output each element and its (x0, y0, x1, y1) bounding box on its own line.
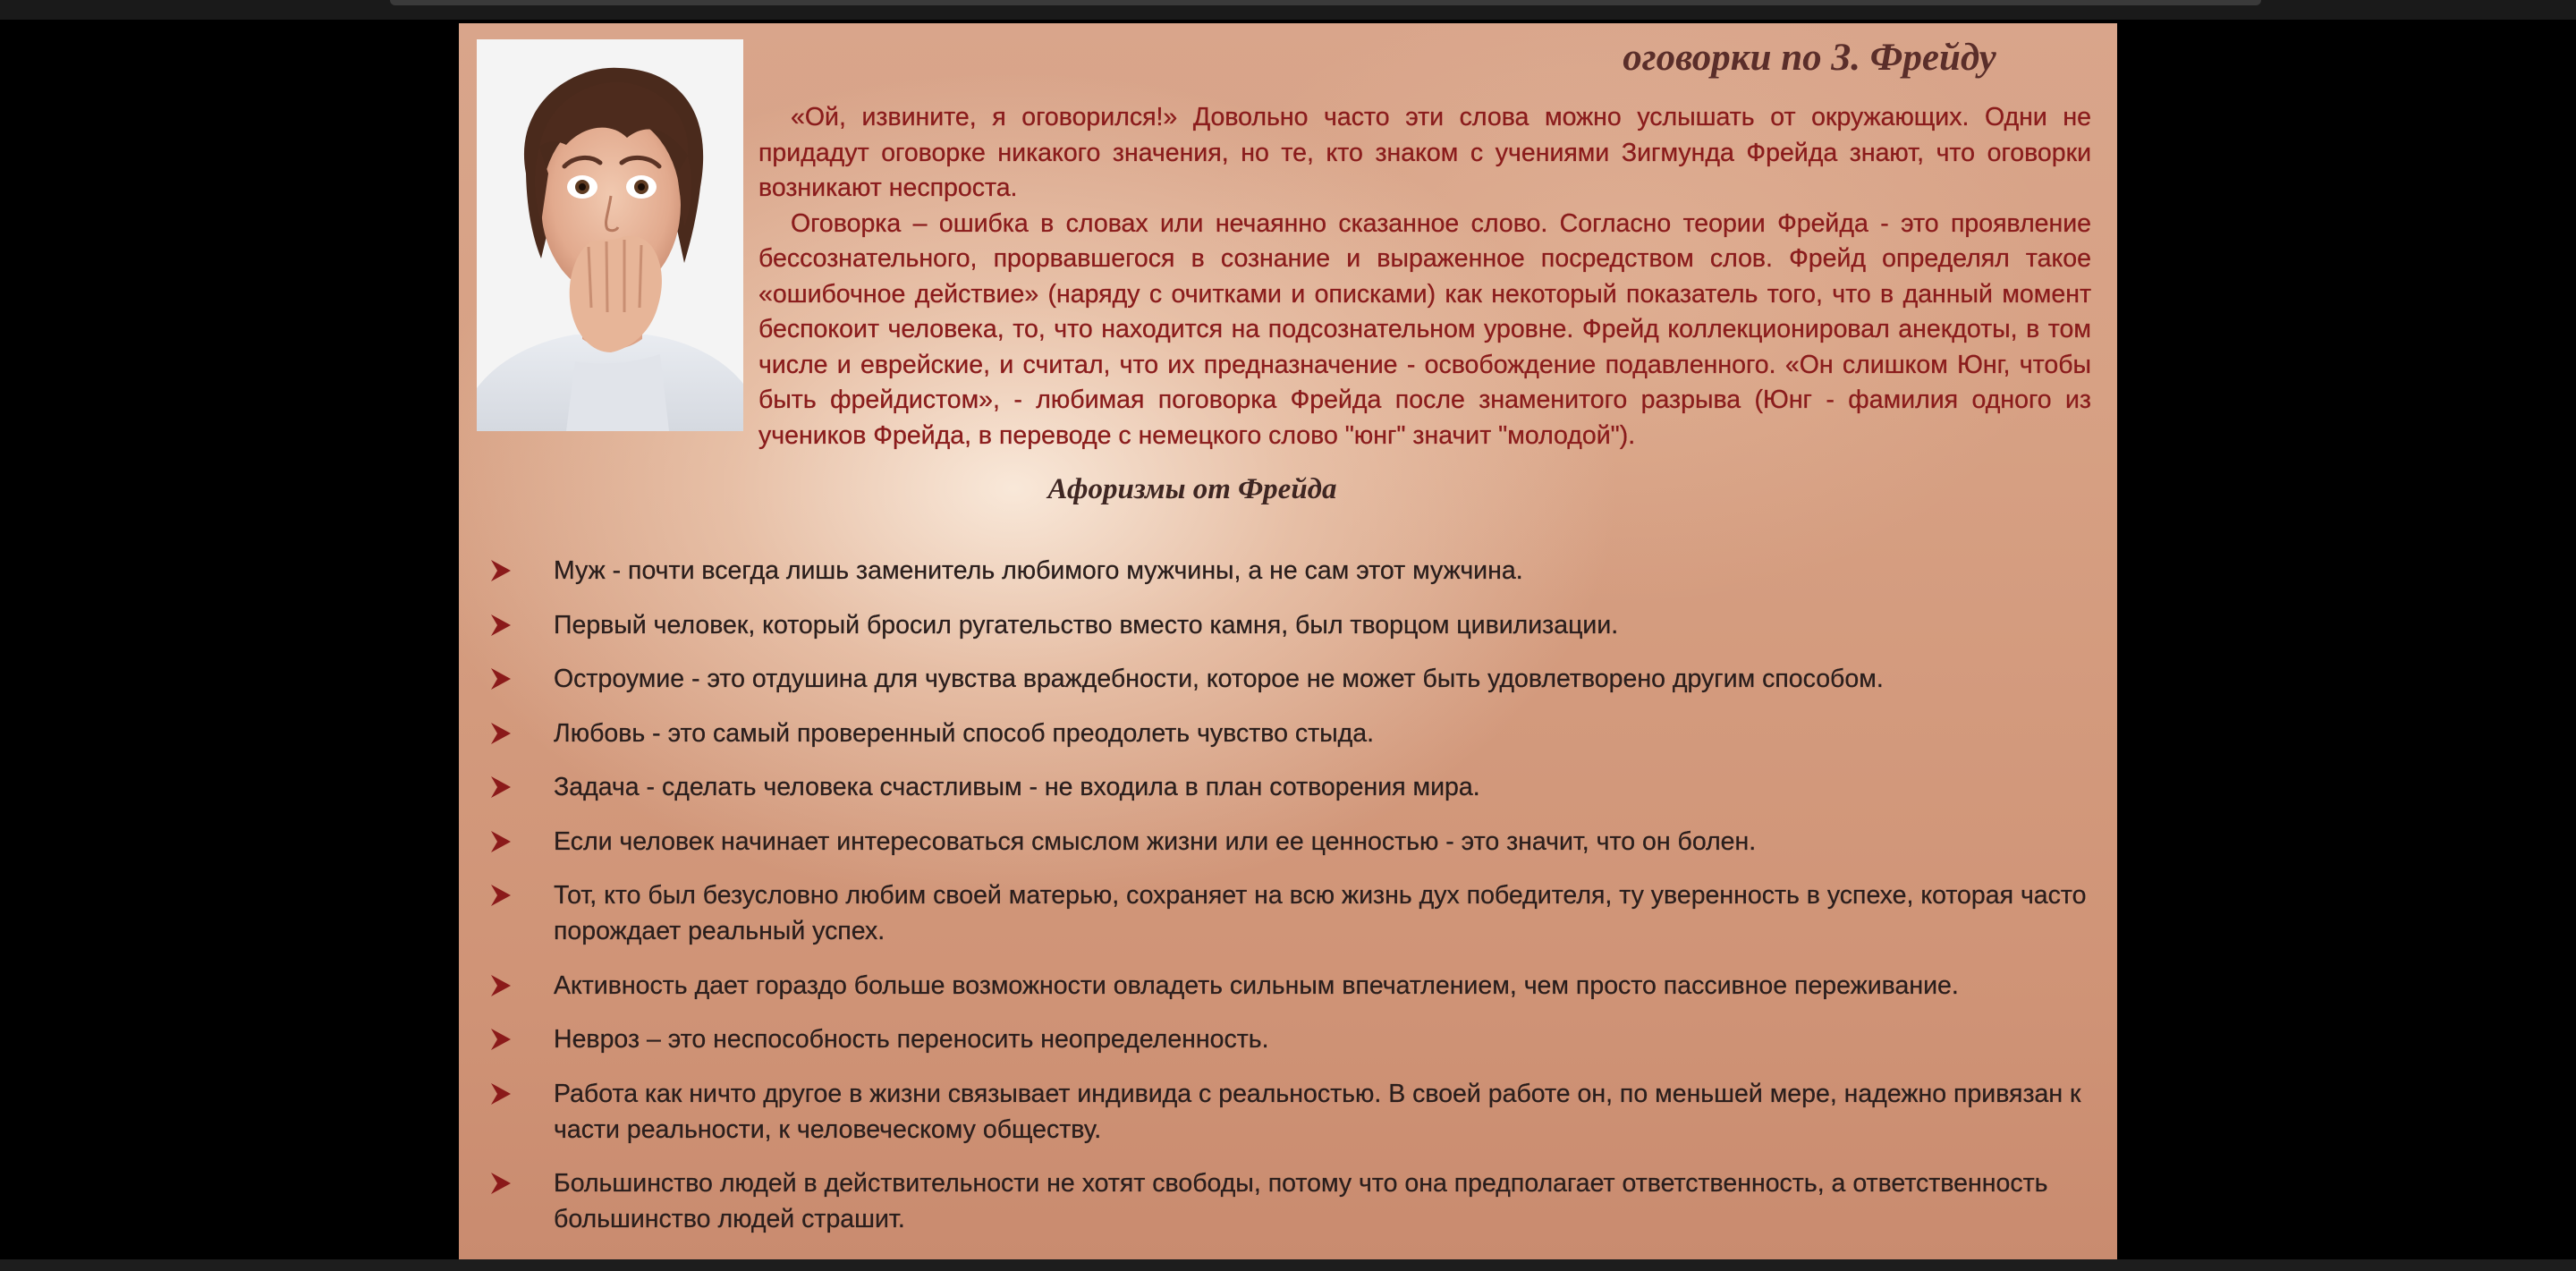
aphorisms-title: Афоризмы от Фрейда (1047, 473, 1337, 505)
intro-text (758, 100, 2091, 453)
aphorism-text: Муж - почти всегда лишь заменитель любимого мужчины, а не сам этот мужчина. (554, 556, 1523, 585)
aphorism-text: Активность дает гораздо больше возможности овладеть сильным впечатлением, чем просто пассивное переживание. (554, 970, 1959, 1000)
arrowhead-bullet-icon (489, 1025, 513, 1054)
aphorism-item (475, 1021, 2094, 1057)
page-title: оговорки по З. Фрейду (1623, 37, 1996, 79)
aphorism-item (475, 1076, 2094, 1148)
aphorism-item (475, 877, 2094, 949)
aphorism-item (475, 769, 2094, 805)
aphorism-item (475, 824, 2094, 860)
arrowhead-bullet-icon (489, 1080, 513, 1108)
intro-paragraph: Оговорка – ошибка в словах или нечаянно сказанное слово. Согласно теории Фрейда - это проявление бессознательного, прорвавшегося в сознание и выраженное посредством слов. Фрейд определял такое «ошибочное действие» (наряду с очитками и описками) как некоторый показатель того, что в данный момент беспокоит человека, то, что находится на подсознательном уровне. Фрейд коллекционировал анекдоты, в том числе и еврейские, и считал, что их предназначение - освобождение подавленного. «Он слишком Юнг, чтобы быть фрейдистом», - любимая поговорка Фрейда после знаменитого разрыва (Юнг - фамилия одного из учеников Фрейда, в переводе с немецкого слово "юнг" значит "молодой"). (758, 208, 2091, 450)
surprised-woman-photo (477, 39, 743, 431)
aphorism-item (475, 1165, 2094, 1237)
arrowhead-bullet-icon (489, 971, 513, 1000)
arrowhead-bullet-icon (489, 719, 513, 748)
top-strip (390, 0, 2261, 5)
aphorism-item (475, 553, 2094, 589)
arrowhead-bullet-icon (489, 1169, 513, 1198)
aphorism-text: Задача - сделать человека счастливым - не входила в план сотворения мира. (554, 773, 1480, 801)
aphorism-item (475, 661, 2094, 697)
arrowhead-bullet-icon (489, 665, 513, 693)
arrowhead-bullet-icon (489, 827, 513, 856)
aphorism-text: Первый человек, который бросил ругательство вместо камня, был творцом цивилизации. (554, 610, 1619, 640)
aphorism-text: Остроумие - это отдушина для чувства враждебности, которое не может быть удовлетворено другим способом. (554, 665, 1884, 693)
aphorism-text: Невроз – это неспособность переносить неопределенность. (554, 1025, 1269, 1054)
aphorism-text: Если человек начинает интересоваться смыслом жизни или ее ценностью - это значит, что он болен. (554, 826, 1757, 856)
arrowhead-bullet-icon (489, 881, 513, 910)
aphorism-text: Большинство людей в действительности не хотят свободы, потому что она предполагает ответственность, а ответственность большинство людей страшит. (554, 1169, 2048, 1233)
slide-page (459, 23, 2117, 1259)
arrowhead-bullet-icon (489, 556, 513, 585)
aphorism-text: Тот, кто был безусловно любим своей матерью, сохраняет на всю жизнь дух победителя, ту уверенность в успехе, которая часто порождает реальный успех. (554, 881, 2087, 945)
aphorism-item (475, 716, 2094, 751)
aphorism-item (475, 968, 2094, 1004)
arrowhead-bullet-icon (489, 773, 513, 801)
browser-bottom-bar (0, 1259, 2576, 1271)
intro-paragraph: «Ой, извините, я оговорился!» Довольно часто эти слова можно услышать от окружающих. Одни не придадут оговорке никакого значения, но те, кто знаком с учениями Зигмунда Фрейда знают, что оговорки возникают неспроста. (758, 103, 2091, 202)
aphorism-text: Работа как ничто другое в жизни связывает индивида с реальностью. В своей работе он, по меньшей мере, надежно привязан к части реальности, к человеческому обществу. (554, 1079, 2081, 1144)
aphorism-text: Любовь - это самый проверенный способ преодолеть чувство стыда. (554, 718, 1375, 748)
arrowhead-bullet-icon (489, 611, 513, 640)
aphorism-item (475, 607, 2094, 643)
browser-top-bar (0, 0, 2576, 20)
aphorisms-list (475, 553, 2094, 1256)
